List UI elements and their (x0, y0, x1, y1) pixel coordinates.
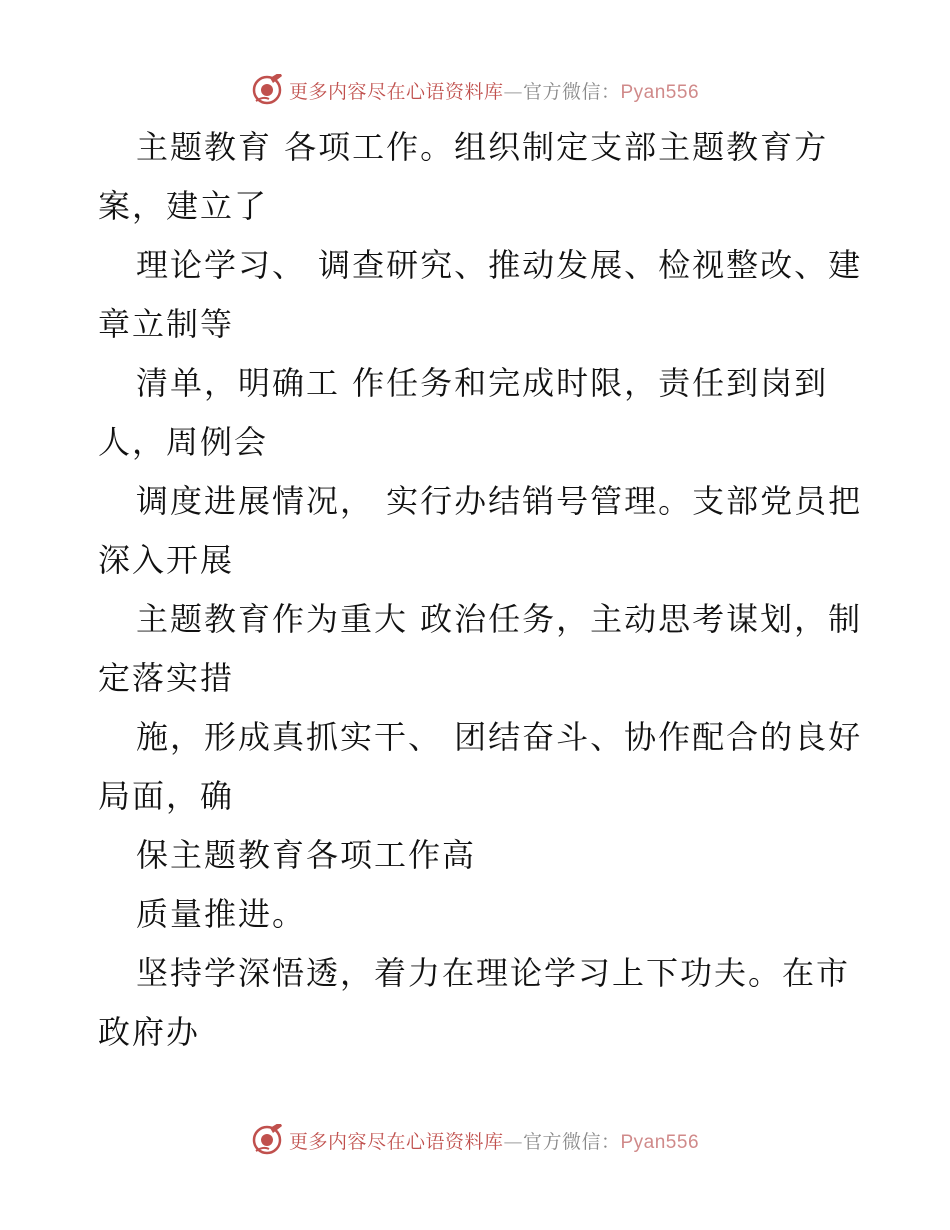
header-label: 官方微信： (522, 80, 621, 103)
paragraph-4: 调度进展情况， 实行办结销号管理。支部党员把深入开展 (98, 482, 863, 579)
footer-site-text: 更多内容尽在心语资料库 (288, 1130, 504, 1153)
header-brand-text (289, 77, 699, 104)
header-dash: — (503, 80, 523, 103)
footer-brand (251, 1124, 699, 1156)
paragraph-3: 清单，明确工 作任务和完成时限，责任到岗到人，周例会 (98, 364, 829, 461)
footer-wechat-id: Pyan556 (620, 1131, 700, 1153)
paragraph-9: 坚持学深悟透，着力在理论学习上下功夫。在市政府办 (98, 954, 851, 1051)
paragraph-5: 主题教育作为重大 政治任务，主动思考谋划，制定落实措 (98, 600, 863, 697)
header-brand (251, 74, 699, 106)
paragraph-8: 质量推进。 (136, 895, 307, 933)
paragraph-1: 主题教育 各项工作。组织制定支部主题教育方案，建立了 (98, 128, 829, 225)
paragraph-2: 理论学习、 调查研究、推动发展、检视整改、建章立制等 (98, 246, 863, 343)
header-site-text: 更多内容尽在心语资料库 (288, 80, 504, 103)
page-footer (0, 1120, 950, 1160)
pen-circle-logo-icon (251, 74, 283, 106)
page-header (0, 70, 950, 110)
footer-brand-text (289, 1127, 699, 1154)
header-wechat-id: Pyan556 (620, 81, 700, 103)
paragraph-6: 施，形成真抓实干、 团结奋斗、协作配合的良好局面，确 (98, 718, 863, 815)
footer-dash: — (503, 1130, 523, 1153)
pen-circle-logo-icon (251, 1124, 283, 1156)
document-body (98, 118, 868, 1062)
paragraph-7: 保主题教育各项工作高 (136, 836, 477, 874)
footer-label: 官方微信： (522, 1130, 621, 1153)
